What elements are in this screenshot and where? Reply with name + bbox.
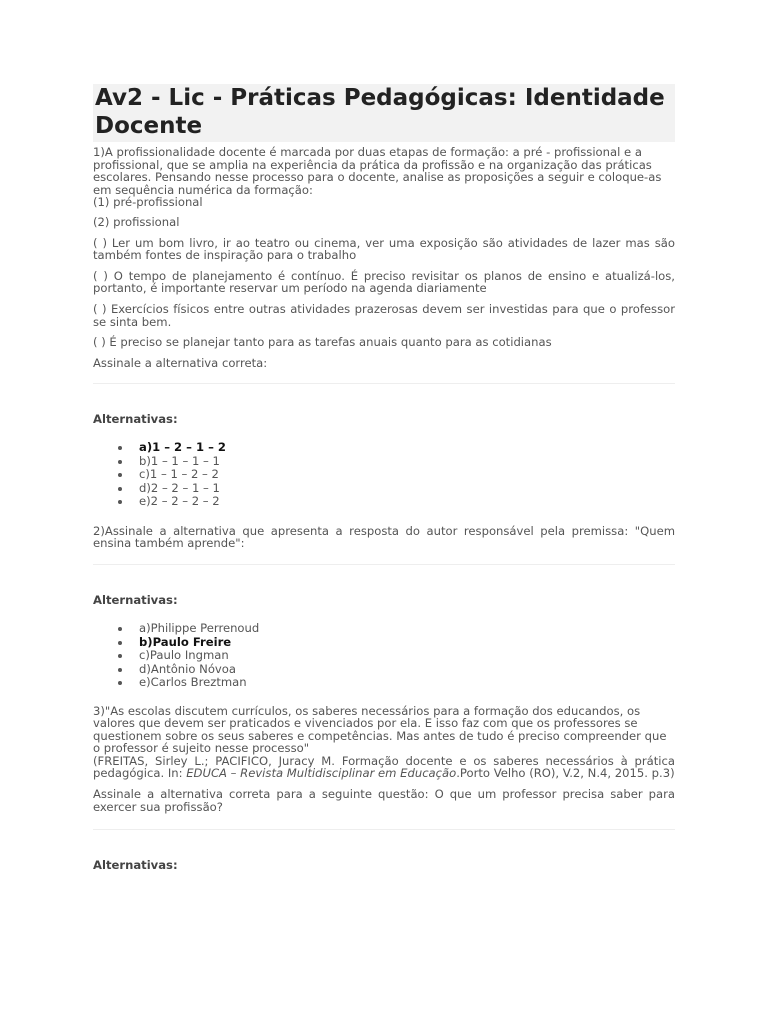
question-1-alternative-e[interactable]: e)2 – 2 – 2 – 2 [139, 495, 675, 509]
question-1-proposition-1: ( ) Ler um bom livro, ir ao teatro ou cinema, ver uma exposição são atividades de lazer mas são também fontes de inspiração para o trabalho [93, 235, 675, 263]
question-1-alternative-b[interactable]: b)1 – 1 – 1 – 1 [139, 455, 675, 469]
question-1-proposition-3: ( ) Exercícios físicos entre outras atividades prazerosas devem ser investidas para que o professor se sinta bem. [93, 301, 675, 329]
question-2-alternatives-label: Alternativas: [93, 593, 178, 607]
divider [93, 829, 675, 830]
page-title: Av2 - Lic - Práticas Pedagógicas: Identidade Docente [95, 85, 665, 139]
question-1-option-2: (2) profissional [93, 214, 180, 229]
question-1-alternative-a[interactable]: a)1 – 2 – 1 – 2 [139, 441, 675, 455]
question-3-question: Assinale a alternativa correta para a seguinte questão: O que um professor precisa saber para exercer sua profissão? [93, 787, 675, 814]
question-2-alternative-b[interactable]: b)Paulo Freire [139, 636, 675, 650]
divider [93, 564, 675, 565]
question-1-option-1: (1) pré-profissional [93, 195, 203, 210]
question-3-alternatives-label: Alternativas: [93, 858, 178, 873]
question-1-proposition-4: ( ) É preciso se planejar tanto para as tarefas anuais quanto para as cotidianas [93, 335, 552, 350]
spacer [93, 509, 675, 525]
question-3-citation [93, 755, 675, 780]
question-2-alternative-e[interactable]: e)Carlos Breztman [139, 676, 675, 690]
question-2-alternative-d[interactable]: d)Antônio Nóvoa [139, 663, 675, 677]
spacer [93, 690, 675, 705]
divider [93, 383, 675, 384]
question-1-alternatives [93, 441, 675, 509]
question-1-instruction: Assinale a alternativa correta: [93, 355, 268, 370]
citation-journal: EDUCA – Revista Multidisciplinar em Educação [186, 766, 457, 781]
question-1-proposition-2: ( ) O tempo de planejamento é contínuo. É preciso revisitar os planos de ensino e atualizá-los, portanto, é importante reservar um período na agenda diariamente [93, 268, 675, 296]
question-1-alternatives-label: Alternativas: [93, 412, 178, 427]
document-page [93, 84, 675, 887]
question-1 [93, 146, 675, 509]
question-3 [93, 705, 675, 873]
title-box [93, 84, 675, 142]
question-1-statement: 1)A profissionalidade docente é marcada por duas etapas de formação: a pré - profissional e a profissional, que se amplia na experiência da prática da profissão e na organização das práticas escolares. Pensando nesse processo para o docente, analise as proposições a seguir e coloque-as em sequência numérica da formação: [93, 145, 662, 197]
question-2-alternatives [93, 622, 675, 690]
question-2-alternative-c[interactable]: c)Paulo Ingman [139, 649, 675, 663]
citation-text: (FREITAS, Sirley L.; PACIFICO, Juracy M. Formação docente e os saberes necessários à prática pedagógica. In: [93, 753, 675, 781]
question-2-statement: 2)Assinale a alternativa que apresenta a resposta do autor responsável pela premissa: "Quem ensina também aprende": [93, 523, 675, 551]
question-1-alternative-d[interactable]: d)2 – 2 – 1 – 1 [139, 482, 675, 496]
question-2 [93, 525, 675, 690]
question-2-alternative-a[interactable]: a)Philippe Perrenoud [139, 622, 675, 636]
citation-details: .Porto Velho (RO), V.2, N.4, 2015. p.3) [456, 766, 675, 781]
question-3-statement: 3)"As escolas discutem currículos, os saberes necessários para a formação dos educandos, os valores que devem ser praticados e vivenciados por ela. E isso faz com que os professores se questionem sobre os seus saberes e competências. Mas antes de tudo é preciso compreender que o professor é sujeito nesse processo" [93, 703, 667, 756]
question-1-alternative-c[interactable]: c)1 – 1 – 2 – 2 [139, 468, 675, 482]
